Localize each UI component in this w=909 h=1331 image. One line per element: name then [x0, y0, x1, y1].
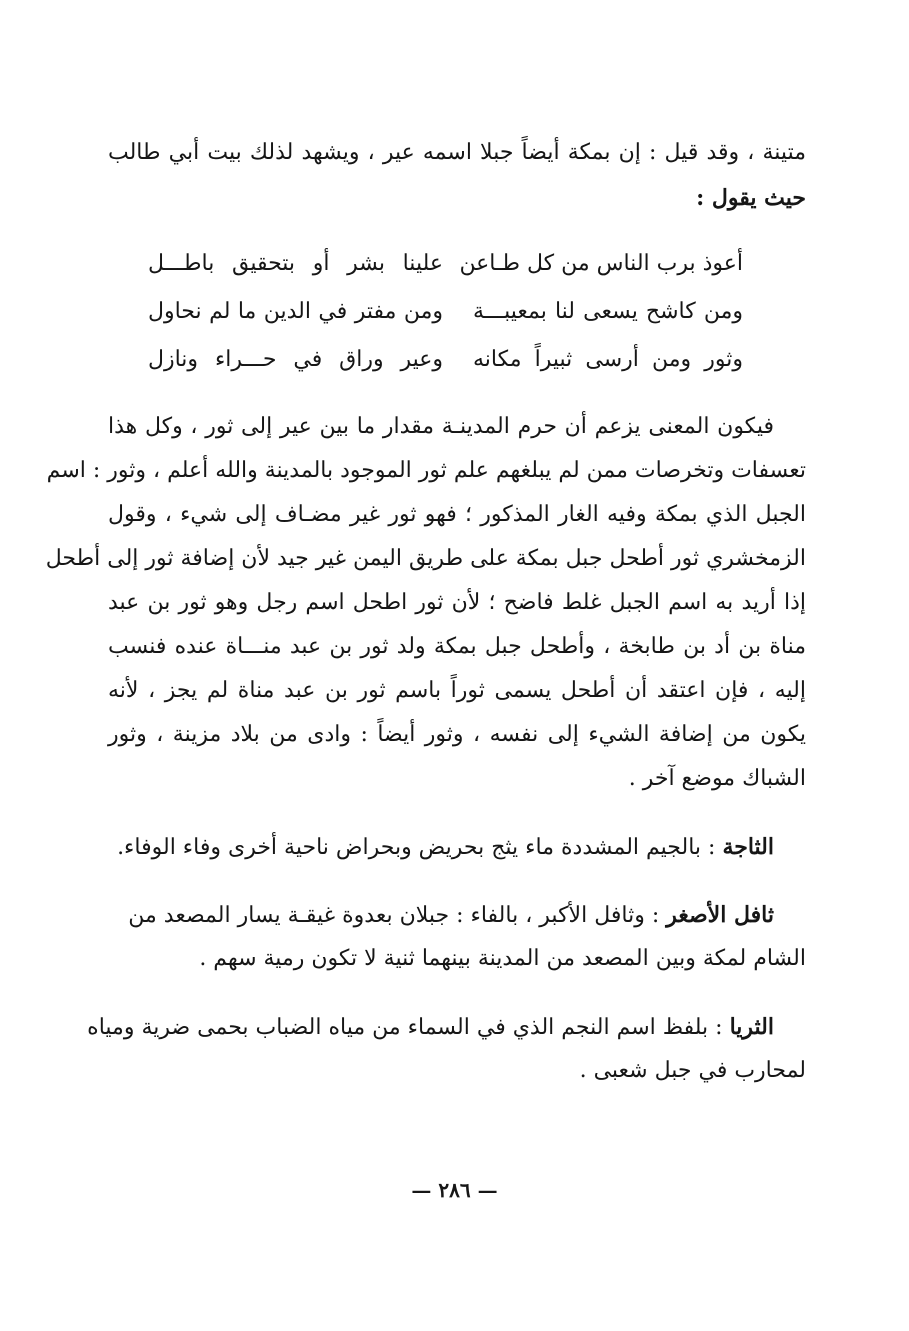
- verse-second-hemistich: ومن مفتر في الدين ما لم نحاول: [148, 299, 443, 324]
- verse-first-hemistich: وثور ومن أرسى ثبيراً مكانه: [473, 347, 743, 372]
- entry-thaja: [100, 832, 774, 863]
- entry-thurayya: [87, 1012, 774, 1043]
- verse-second-hemistich: وعير وراق في حـــراء ونازل: [148, 347, 443, 372]
- verse-second-hemistich: علينا بشر أو بتحقيق باطـــل: [148, 251, 443, 276]
- entry-definition: : وثافل الأكبر ، بالفاء : جبلان بعدوة غيقـة يسار المصعد من: [128, 903, 660, 928]
- paragraph-line: الزمخشري ثور أطحل جبل بمكة على طريق اليمن غير جيد لأن إضافة ثور إلى أطحل: [45, 546, 806, 571]
- entry-thafil: [108, 900, 774, 931]
- paragraph-line: الجبل الذي بمكة وفيه الغار المذكور ؛ فهو ثور غير مضـاف إلى شيء ، وقول: [108, 502, 806, 527]
- intro-line-1: متينة ، وقد قيل : إن بمكة أيضاً جبلا اسمه عير ، ويشهد لذلك بيت أبي طالب: [108, 140, 806, 165]
- paragraph-line: إليه ، فإن اعتقد أن أطحل يسمى ثوراً باسم ثور بن عبد مناة لم يجز ، لأنه: [108, 678, 806, 703]
- entry-term: الثاجة: [722, 834, 774, 860]
- paragraph-line: مناة بن أد بن طابخة ، وأطحل جبل بمكة ولد ثور بن عبد منـــاة عنده فنسب: [108, 634, 806, 659]
- verse-first-hemistich: أعوذ برب الناس من كل طـاعن: [459, 251, 743, 276]
- poem-verse: [148, 247, 743, 281]
- paragraph-line: الشباك موضع آخر .: [628, 766, 806, 791]
- paragraph-line: يكون من إضافة الشيء إلى نفسه ، وثور أيضاً : وادى من بلاد مزينة ، وثور: [108, 722, 806, 747]
- page-number: — ٢٨٦ —: [411, 1178, 498, 1202]
- intro-line-2: حيث يقول :: [696, 185, 806, 211]
- entry-term: الثريا: [729, 1014, 774, 1040]
- entry-definition: : بالجيم المشددة ماء يثج بحريض وبحراض ناحية أخرى وفاء الوفاء.: [117, 835, 716, 860]
- entry-thurayya-line-2: لمحارب في جبل شعبى .: [579, 1058, 806, 1083]
- poem-verse: [148, 295, 743, 329]
- entry-definition: : بلفظ اسم النجم الذي في السماء من مياه الضباب بحمى ضرية ومياه: [87, 1015, 723, 1040]
- paragraph-line: إذا أريد به اسم الجبل غلط فاضح ؛ لأن ثور اطحل اسم رجل وهو ثور بن عبد: [108, 590, 806, 615]
- paragraph-line: تعسفات وتخرصات ممن لم يبلغهم علم ثور الموجود بالمدينة والله أعلم ، وثور : اسم: [46, 458, 806, 483]
- entry-thafil-line-2: الشام لمكة وبين المصعد من المدينة بينهما ثنية لا تكون رمية سهم .: [199, 946, 806, 971]
- poem-verse: [148, 343, 743, 377]
- paragraph-line: فيكون المعنى يزعم أن حرم المدينـة مقدار ما بين عير إلى ثور ، وكل هذا: [108, 414, 774, 439]
- verse-first-hemistich: ومن كاشح يسعى لنا بمعيبـــة: [473, 299, 743, 324]
- entry-term: ثافل الأصغر: [666, 902, 774, 928]
